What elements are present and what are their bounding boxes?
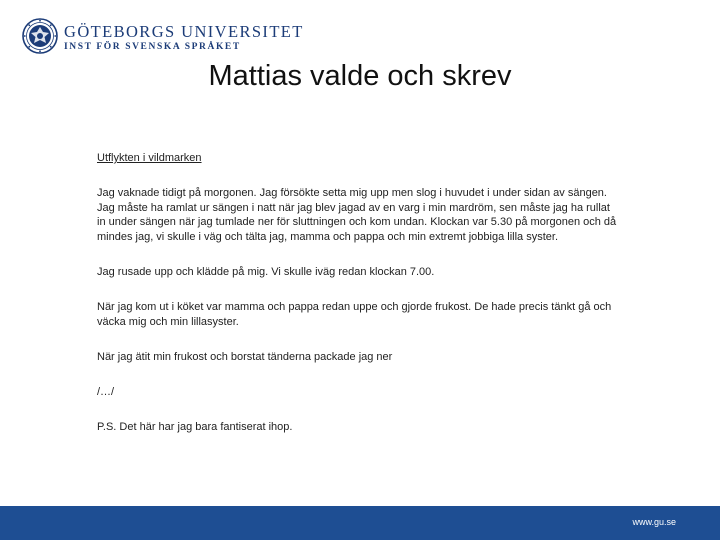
department-name: INST FÖR SVENSKA SPRÅKET [64,42,241,52]
ellipsis-marker: /…/ [97,385,115,398]
story-paragraph-2: Jag rusade upp och klädde på mig. Vi skulle iväg redan klockan 7.00. [97,265,435,278]
footer-url: www.gu.se [632,517,676,527]
story-paragraph-3: När jag kom ut i köket var mamma och pappa redan uppe och gjorde frukost. De hade precis tänkt gå och väcka mig och min lillasyster. [97,301,612,328]
slide-body [97,151,617,455]
postscript: P.S. Det här har jag bara fantiserat ihop. [97,420,293,433]
story-paragraph-1: Jag vaknade tidigt på morgonen. Jag försökte setta mig upp men slog i huvudet i under sidan av sängen. Jag måste ha ramlat ur sängen i natt när jag blev jagad av en varg i min mardröm, sen måste jag ha rullat in under sängen när jag tumlade ner för sluttningen och kom undan. Klockan var 5.30 på morgonen och då mindes jag, vi skulle i väg och tälta jag, mamma och pappa och min extremt jobbiga lilla syster. [97,187,617,243]
university-seal-icon [22,18,58,54]
university-header [22,18,342,58]
story-paragraph-4: När jag ätit min frukost och borstat tänderna packade jag ner [97,350,393,363]
footer-bar [0,506,720,540]
slide-title: Mattias valde och skrev [208,60,512,92]
university-name: GÖTEBORGS UNIVERSITET [64,22,304,41]
story-heading: Utflykten i vildmarken [97,152,202,164]
